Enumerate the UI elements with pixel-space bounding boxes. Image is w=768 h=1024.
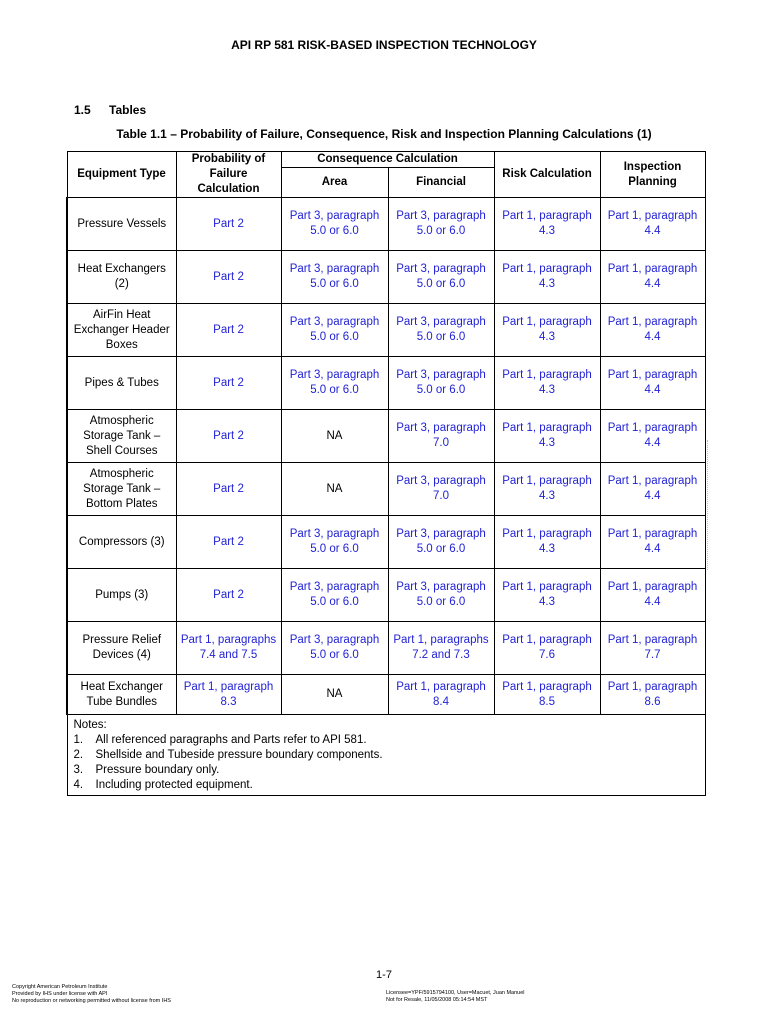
margin-marks — [707, 440, 710, 570]
equipment-type-cell: Pumps (3) — [67, 569, 176, 622]
risk-reference-cell: Part 1, paragraph 4.3 — [494, 410, 600, 463]
inspection-reference-cell: Part 1, paragraph 4.4 — [600, 569, 705, 622]
section-number: 1.5 — [74, 103, 91, 117]
equipment-type-cell: Atmospheric Storage Tank – Bottom Plates — [67, 463, 176, 516]
inspection-reference-cell: Part 1, paragraph 4.4 — [600, 251, 705, 304]
table-body — [67, 198, 705, 715]
note-text: Including protected equipment. — [95, 779, 253, 791]
table-row — [67, 410, 705, 463]
pof-reference-cell: Part 2 — [176, 357, 281, 410]
area-reference-cell: Part 3, paragraph 5.0 or 6.0 — [281, 198, 388, 251]
equipment-type-cell: Pressure Vessels — [67, 198, 176, 251]
header-equipment-type: Equipment Type — [67, 152, 176, 198]
page-number: 1-7 — [376, 969, 392, 981]
equipment-type-cell: Pipes & Tubes — [67, 357, 176, 410]
notes-cell — [67, 715, 705, 796]
area-reference-cell: NA — [281, 410, 388, 463]
note-item — [74, 748, 699, 763]
area-reference-cell: Part 3, paragraph 5.0 or 6.0 — [281, 357, 388, 410]
pof-reference-cell: Part 2 — [176, 304, 281, 357]
note-item — [74, 778, 699, 793]
table-row — [67, 357, 705, 410]
pof-reference-cell: Part 2 — [176, 198, 281, 251]
pof-reference-cell: Part 1, paragraph 8.3 — [176, 675, 281, 715]
table-row — [67, 516, 705, 569]
footer-license — [386, 990, 525, 1004]
header-consequence-calculation: Consequence Calculation — [281, 152, 494, 168]
risk-reference-cell: Part 1, paragraph 4.3 — [494, 463, 600, 516]
note-number: 1. — [73, 734, 84, 746]
pof-reference-cell: Part 2 — [176, 410, 281, 463]
table-row — [67, 569, 705, 622]
financial-reference-cell: Part 3, paragraph 7.0 — [388, 410, 494, 463]
document-header: API RP 581 RISK-BASED INSPECTION TECHNOLOGY — [231, 38, 537, 52]
note-number: 4. — [73, 779, 84, 791]
area-reference-cell: Part 3, paragraph 5.0 or 6.0 — [281, 251, 388, 304]
area-reference-cell: Part 3, paragraph 5.0 or 6.0 — [281, 516, 388, 569]
area-reference-cell: NA — [281, 675, 388, 715]
risk-reference-cell: Part 1, paragraph 4.3 — [494, 304, 600, 357]
note-number: 2. — [73, 749, 84, 761]
area-reference-cell: Part 3, paragraph 5.0 or 6.0 — [281, 622, 388, 675]
risk-reference-cell: Part 1, paragraph 7.6 — [494, 622, 600, 675]
risk-reference-cell: Part 1, paragraph 4.3 — [494, 569, 600, 622]
footer-line: Copyright American Petroleum Institute — [12, 984, 108, 990]
equipment-type-cell: Heat Exchangers (2) — [67, 251, 176, 304]
pof-reference-cell: Part 2 — [176, 463, 281, 516]
inspection-reference-cell: Part 1, paragraph 7.7 — [600, 622, 705, 675]
section-title: Tables — [109, 103, 147, 117]
footer-line: Not for Resale, 11/05/2008 05:14:54 MST — [386, 997, 488, 1003]
note-text: All referenced paragraphs and Parts refer to API 581. — [95, 734, 367, 746]
pof-reference-cell: Part 2 — [176, 516, 281, 569]
note-text: Shellside and Tubeside pressure boundary components. — [95, 749, 383, 761]
note-item — [74, 733, 699, 748]
area-reference-cell: Part 3, paragraph 5.0 or 6.0 — [281, 569, 388, 622]
financial-reference-cell: Part 3, paragraph 7.0 — [388, 463, 494, 516]
equipment-type-cell: Heat Exchanger Tube Bundles — [67, 675, 176, 715]
header-pof-calculation: Probability of Failure Calculation — [176, 152, 281, 198]
equipment-type-cell: Compressors (3) — [67, 516, 176, 569]
table-row — [67, 304, 705, 357]
financial-reference-cell: Part 3, paragraph 5.0 or 6.0 — [388, 516, 494, 569]
header-inspection-planning: Inspection Planning — [600, 152, 705, 198]
table-caption: Table 1.1 – Probability of Failure, Consequence, Risk and Inspection Planning Calculations (1) — [116, 127, 652, 141]
footer-line: No reproduction or networking permitted without license from IHS — [12, 998, 171, 1004]
table-row — [67, 251, 705, 304]
risk-reference-cell: Part 1, paragraph 4.3 — [494, 516, 600, 569]
section-heading — [74, 103, 146, 117]
header-risk-calculation: Risk Calculation — [494, 152, 600, 198]
equipment-type-cell: Atmospheric Storage Tank – Shell Courses — [67, 410, 176, 463]
financial-reference-cell: Part 1, paragraphs 7.2 and 7.3 — [388, 622, 494, 675]
area-reference-cell: NA — [281, 463, 388, 516]
footer-line: Licensee=YPF/5915794100, User=Macuet, Juan Manuel — [386, 990, 525, 996]
area-reference-cell: Part 3, paragraph 5.0 or 6.0 — [281, 304, 388, 357]
financial-reference-cell: Part 3, paragraph 5.0 or 6.0 — [388, 198, 494, 251]
inspection-reference-cell: Part 1, paragraph 4.4 — [600, 304, 705, 357]
header-area: Area — [281, 168, 388, 198]
footer-copyright — [12, 984, 171, 1005]
risk-reference-cell: Part 1, paragraph 4.3 — [494, 251, 600, 304]
equipment-type-cell: Pressure Relief Devices (4) — [67, 622, 176, 675]
financial-reference-cell: Part 3, paragraph 5.0 or 6.0 — [388, 304, 494, 357]
financial-reference-cell: Part 3, paragraph 5.0 or 6.0 — [388, 357, 494, 410]
inspection-reference-cell: Part 1, paragraph 4.4 — [600, 357, 705, 410]
risk-calculation-table — [66, 151, 706, 796]
financial-reference-cell: Part 3, paragraph 5.0 or 6.0 — [388, 251, 494, 304]
table-row — [67, 198, 705, 251]
risk-reference-cell: Part 1, paragraph 4.3 — [494, 198, 600, 251]
pof-reference-cell: Part 1, paragraphs 7.4 and 7.5 — [176, 622, 281, 675]
inspection-reference-cell: Part 1, paragraph 4.4 — [600, 198, 705, 251]
footer-line: Provided by IHS under license with API — [12, 991, 108, 997]
note-item — [74, 763, 699, 778]
note-text: Pressure boundary only. — [95, 764, 220, 776]
note-number: 3. — [73, 764, 84, 776]
pof-reference-cell: Part 2 — [176, 569, 281, 622]
table-row — [67, 622, 705, 675]
inspection-reference-cell: Part 1, paragraph 8.6 — [600, 675, 705, 715]
financial-reference-cell: Part 3, paragraph 5.0 or 6.0 — [388, 569, 494, 622]
equipment-type-cell: AirFin Heat Exchanger Header Boxes — [67, 304, 176, 357]
notes-title: Notes: — [73, 719, 107, 731]
financial-reference-cell: Part 1, paragraph 8.4 — [388, 675, 494, 715]
risk-reference-cell: Part 1, paragraph 8.5 — [494, 675, 600, 715]
inspection-reference-cell: Part 1, paragraph 4.4 — [600, 410, 705, 463]
inspection-reference-cell: Part 1, paragraph 4.4 — [600, 463, 705, 516]
table-row — [67, 675, 705, 715]
inspection-reference-cell: Part 1, paragraph 4.4 — [600, 516, 705, 569]
table-row — [67, 463, 705, 516]
pof-reference-cell: Part 2 — [176, 251, 281, 304]
header-financial: Financial — [388, 168, 494, 198]
risk-reference-cell: Part 1, paragraph 4.3 — [494, 357, 600, 410]
